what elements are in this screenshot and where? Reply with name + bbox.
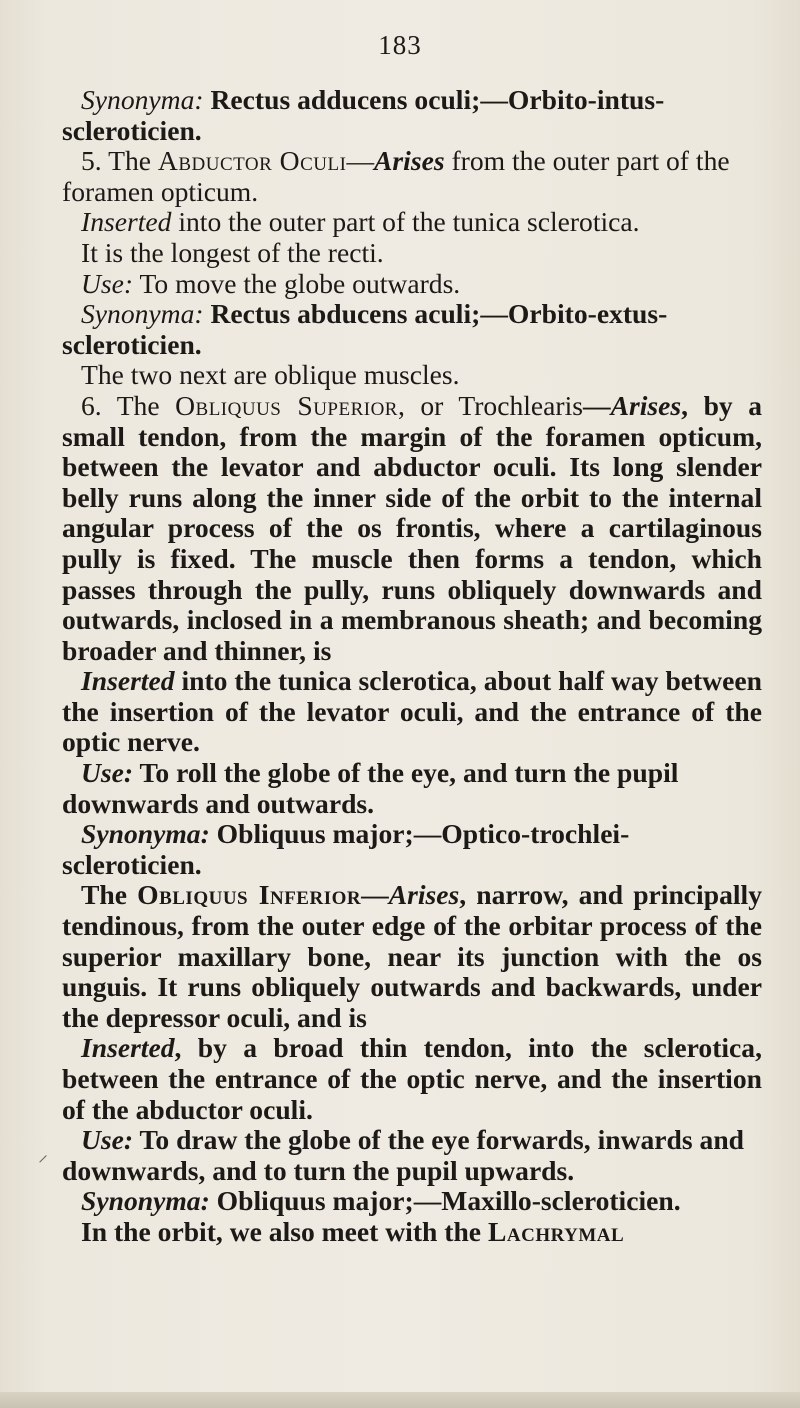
- paragraph-longest-recti: It is the longest of the recti.: [81, 236, 384, 268]
- paragraph-oblique-intro: The two next are oblique muscles.: [81, 359, 460, 391]
- paragraph-inserted-abductor: Inserted into the outer part of the tunica sclerotica.: [81, 206, 640, 238]
- body-text: [62, 85, 762, 1248]
- paragraph-use-inferior: Use: To draw the globe of the eye forwards, inwards and downwards, and to turn the pupil upwards.: [62, 1124, 745, 1186]
- muscle-name-obliquus-superior: Obliquus Superior: [175, 389, 398, 421]
- paragraph-abductor-oculi: 5. The Abductor Oculi—Arises from the outer part of the foramen opticum.: [62, 145, 730, 207]
- paragraph-inserted-superior: Inserted into the tunica sclerotica, about half way between the insertion of the levator oculi, and the entrance of the optic nerve.: [62, 665, 762, 758]
- paragraph-obliquus-inferior: The Obliquus Inferior—Arises, narrow, and principally tendinous, from the outer edge of the orbitar process of the superior maxillary bone, near its junction with the os unguis. It runs obliquely outwards and backwards, under the depressor oculi, and is: [62, 879, 762, 1033]
- muscle-name-obliquus-inferior: Obliquus Inferior: [137, 879, 362, 911]
- paragraph-orbit-lachrymal: In the orbit, we also meet with the Lachrymal: [81, 1215, 625, 1247]
- paragraph-use-superior: Use: To roll the globe of the eye, and turn the pupil downwards and outwards.: [62, 757, 679, 819]
- muscle-name-abductor: Abductor Oculi: [157, 145, 347, 177]
- muscle-name-lachrymal: Lachrymal: [487, 1215, 625, 1247]
- paragraph-synonyma-inferior: Synonyma: Obliquus major;—Maxillo-scleroticien.: [81, 1185, 681, 1217]
- page-number: 183: [378, 30, 422, 60]
- paragraph-inserted-inferior: Inserted, by a broad thin tendon, into the sclerotica, between the entrance of the optic nerve, and the insertion of the abductor oculi.: [62, 1032, 762, 1125]
- margin-pencil-mark: ⸝: [38, 1144, 48, 1166]
- paragraph-synonyma-superior: Synonyma: Obliquus major;—Optico-trochlei-scleroticien.: [62, 818, 630, 880]
- paragraph-use-abductor: Use: To move the globe outwards.: [81, 267, 461, 299]
- paragraph-synonyma-abducens: Synonyma: Rectus abducens aculi;—Orbito-extus-scleroticien.: [62, 298, 668, 360]
- paragraph-obliquus-superior: 6. The Obliquus Superior, or Trochlearis—Arises, by a small tendon, from the margin of the foramen opticum, between the levator and abductor oculi. Its long slender belly runs along the inner side of the orbit to the internal angular process of the os frontis, where a cartilaginous pully is fixed. The muscle then forms a tendon, which passes through the pully, runs obliquely downwards and outwards, inclosed in a membranous sheath; and becoming broader and thinner, is: [62, 389, 762, 666]
- page-bottom-edge: [0, 1392, 800, 1408]
- paragraph-synonyma-adducens: Synonyma: Rectus adducens oculi;—Orbito-intus-scleroticien.: [62, 84, 665, 146]
